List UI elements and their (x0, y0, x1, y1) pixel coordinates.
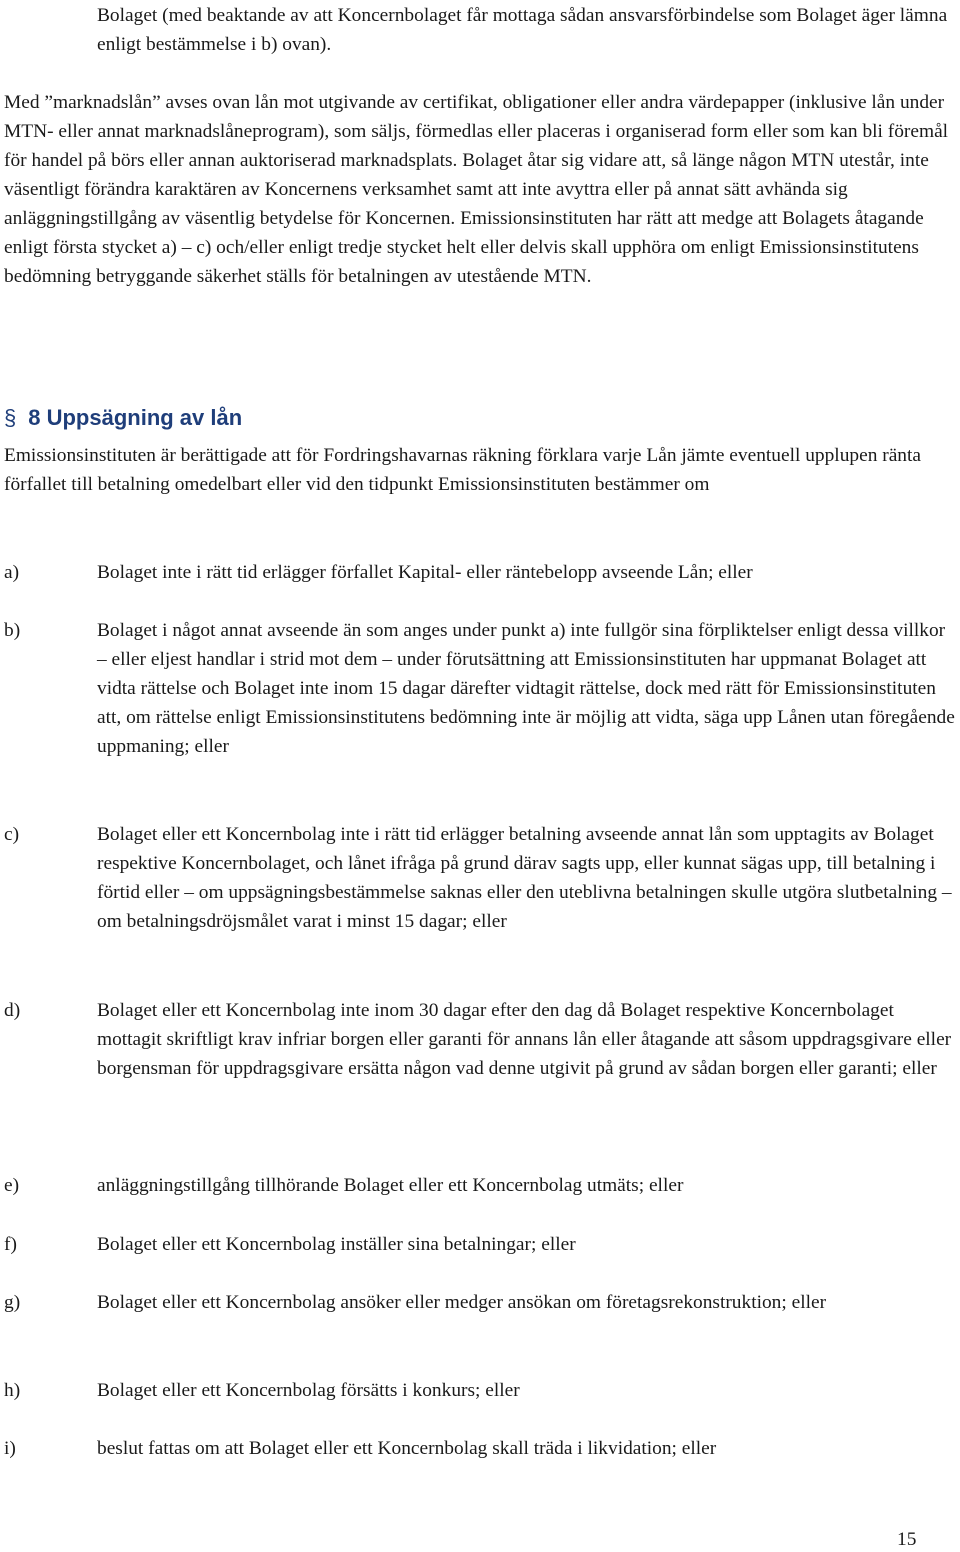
list-item-label: i) (4, 1438, 16, 1459)
list-item-label: g) (4, 1292, 21, 1313)
list-item-text: Bolaget eller ett Koncernbolag inte inom 30 dagar efter den dag då Bolaget respektive Koncernbolaget mottagit skriftligt krav infriar borgen eller garanti för annans lån eller åtagande att såsom uppdragsgivare eller borgensman för uppdragsgivare ersätta någon vad denne utgivit på grund av sådan borgen eller garanti; eller (97, 1000, 952, 1079)
list-item-label: d) (4, 1000, 21, 1021)
list-item-text: Bolaget eller ett Koncernbolag inte i rätt tid erlägger betalning avseende annat lån som upptagits av Bolaget respektive Koncernbolaget, och lånet ifråga på grund därav sagts upp, eller kunnat sägas upp, till betalning i förtid eller – om uppsägningsbestämmelse saknas eller den uteblivna betalningen skulle utgöra slutbetalning – om betalningsdröjsmålet varat i minst 15 dagar; eller (97, 824, 952, 932)
section-heading (4, 402, 242, 434)
list-item-text: anläggningstillgång tillhörande Bolaget eller ett Koncernbolag utmäts; eller (97, 1175, 684, 1196)
section-intro: Emissionsinstituten är berättigade att för Fordringshavarnas räkning förklara varje Lån jämte eventuell upplupen ränta förfallet till betalning omedelbart eller vid den tidpunkt Emissionsinstituten bestämmer om (4, 445, 921, 495)
list-item-label: h) (4, 1380, 21, 1401)
list-item-label: b) (4, 620, 21, 641)
list-item-text: Bolaget i något annat avseende än som anges under punkt a) inte fullgör sina förpliktelser enligt dessa villkor – eller eljest handlar i strid mot dem – under förutsättning att Emissionsinstituten har uppmanat Bolaget att vidta rättelse och Bolaget inte inom 15 dagar därefter vidtagit rättelse, dock med rätt för Emissionsinstituten att, om rättelse enligt Emissionsinstitutens bedömning inte är möjlig att vidta, säga upp Lånen utan föregående uppmaning; eller (97, 620, 955, 757)
list-item-label: a) (4, 562, 20, 583)
list-item-text: Bolaget eller ett Koncernbolag försätts i konkurs; eller (97, 1380, 520, 1401)
list-item-text: Bolaget eller ett Koncernbolag inställer sina betalningar; eller (97, 1234, 576, 1255)
list-item-text: Bolaget inte i rätt tid erlägger förfallet Kapital- eller räntebelopp avseende Lån; eller (97, 562, 753, 583)
continuation-paragraph: Bolaget (med beaktande av att Koncernbolaget får mottaga sådan ansvarsförbindelse som Bolaget äger lämna enligt bestämmelse i b) ovan). (97, 5, 948, 55)
list-item-label: e) (4, 1175, 20, 1196)
list-item-label: c) (4, 824, 20, 845)
marknadslan-paragraph: Med ”marknadslån” avses ovan lån mot utgivande av certifikat, obligationer eller andra värdepapper (inklusive lån under MTN- eller annat marknadslåneprogram), som säljs, förmedlas eller placeras i organiserad form eller som kan bli föremål för handel på börs eller annan auktoriserad marknadsplats. Bolaget åtar sig vidare att, så länge någon MTN utestår, inte väsentligt förändra karaktären av Koncernens verksamhet samt att inte avyttra eller på annat sätt avhända sig anläggningstillgång av väsentlig betydelse för Koncernen. Emissionsinstituten har rätt att medge att Bolagets åtagande enligt första stycket a) – c) och/eller enligt tredje stycket helt eller delvis skall upphöra om enligt Emissionsinstitutens bedömning betryggande säkerhet ställs för betalningen av utestående MTN. (4, 92, 949, 287)
section-title: 8 Uppsägning av lån (28, 405, 243, 430)
list-item-label: f) (4, 1234, 17, 1255)
list-item-text: Bolaget eller ett Koncernbolag ansöker eller medger ansökan om företagsrekonstruktion; eller (97, 1292, 827, 1313)
section-symbol: § (4, 405, 17, 430)
page-number: 15 (897, 1529, 917, 1550)
list-item-text: beslut fattas om att Bolaget eller ett Koncernbolag skall träda i likvidation; eller (97, 1438, 717, 1459)
